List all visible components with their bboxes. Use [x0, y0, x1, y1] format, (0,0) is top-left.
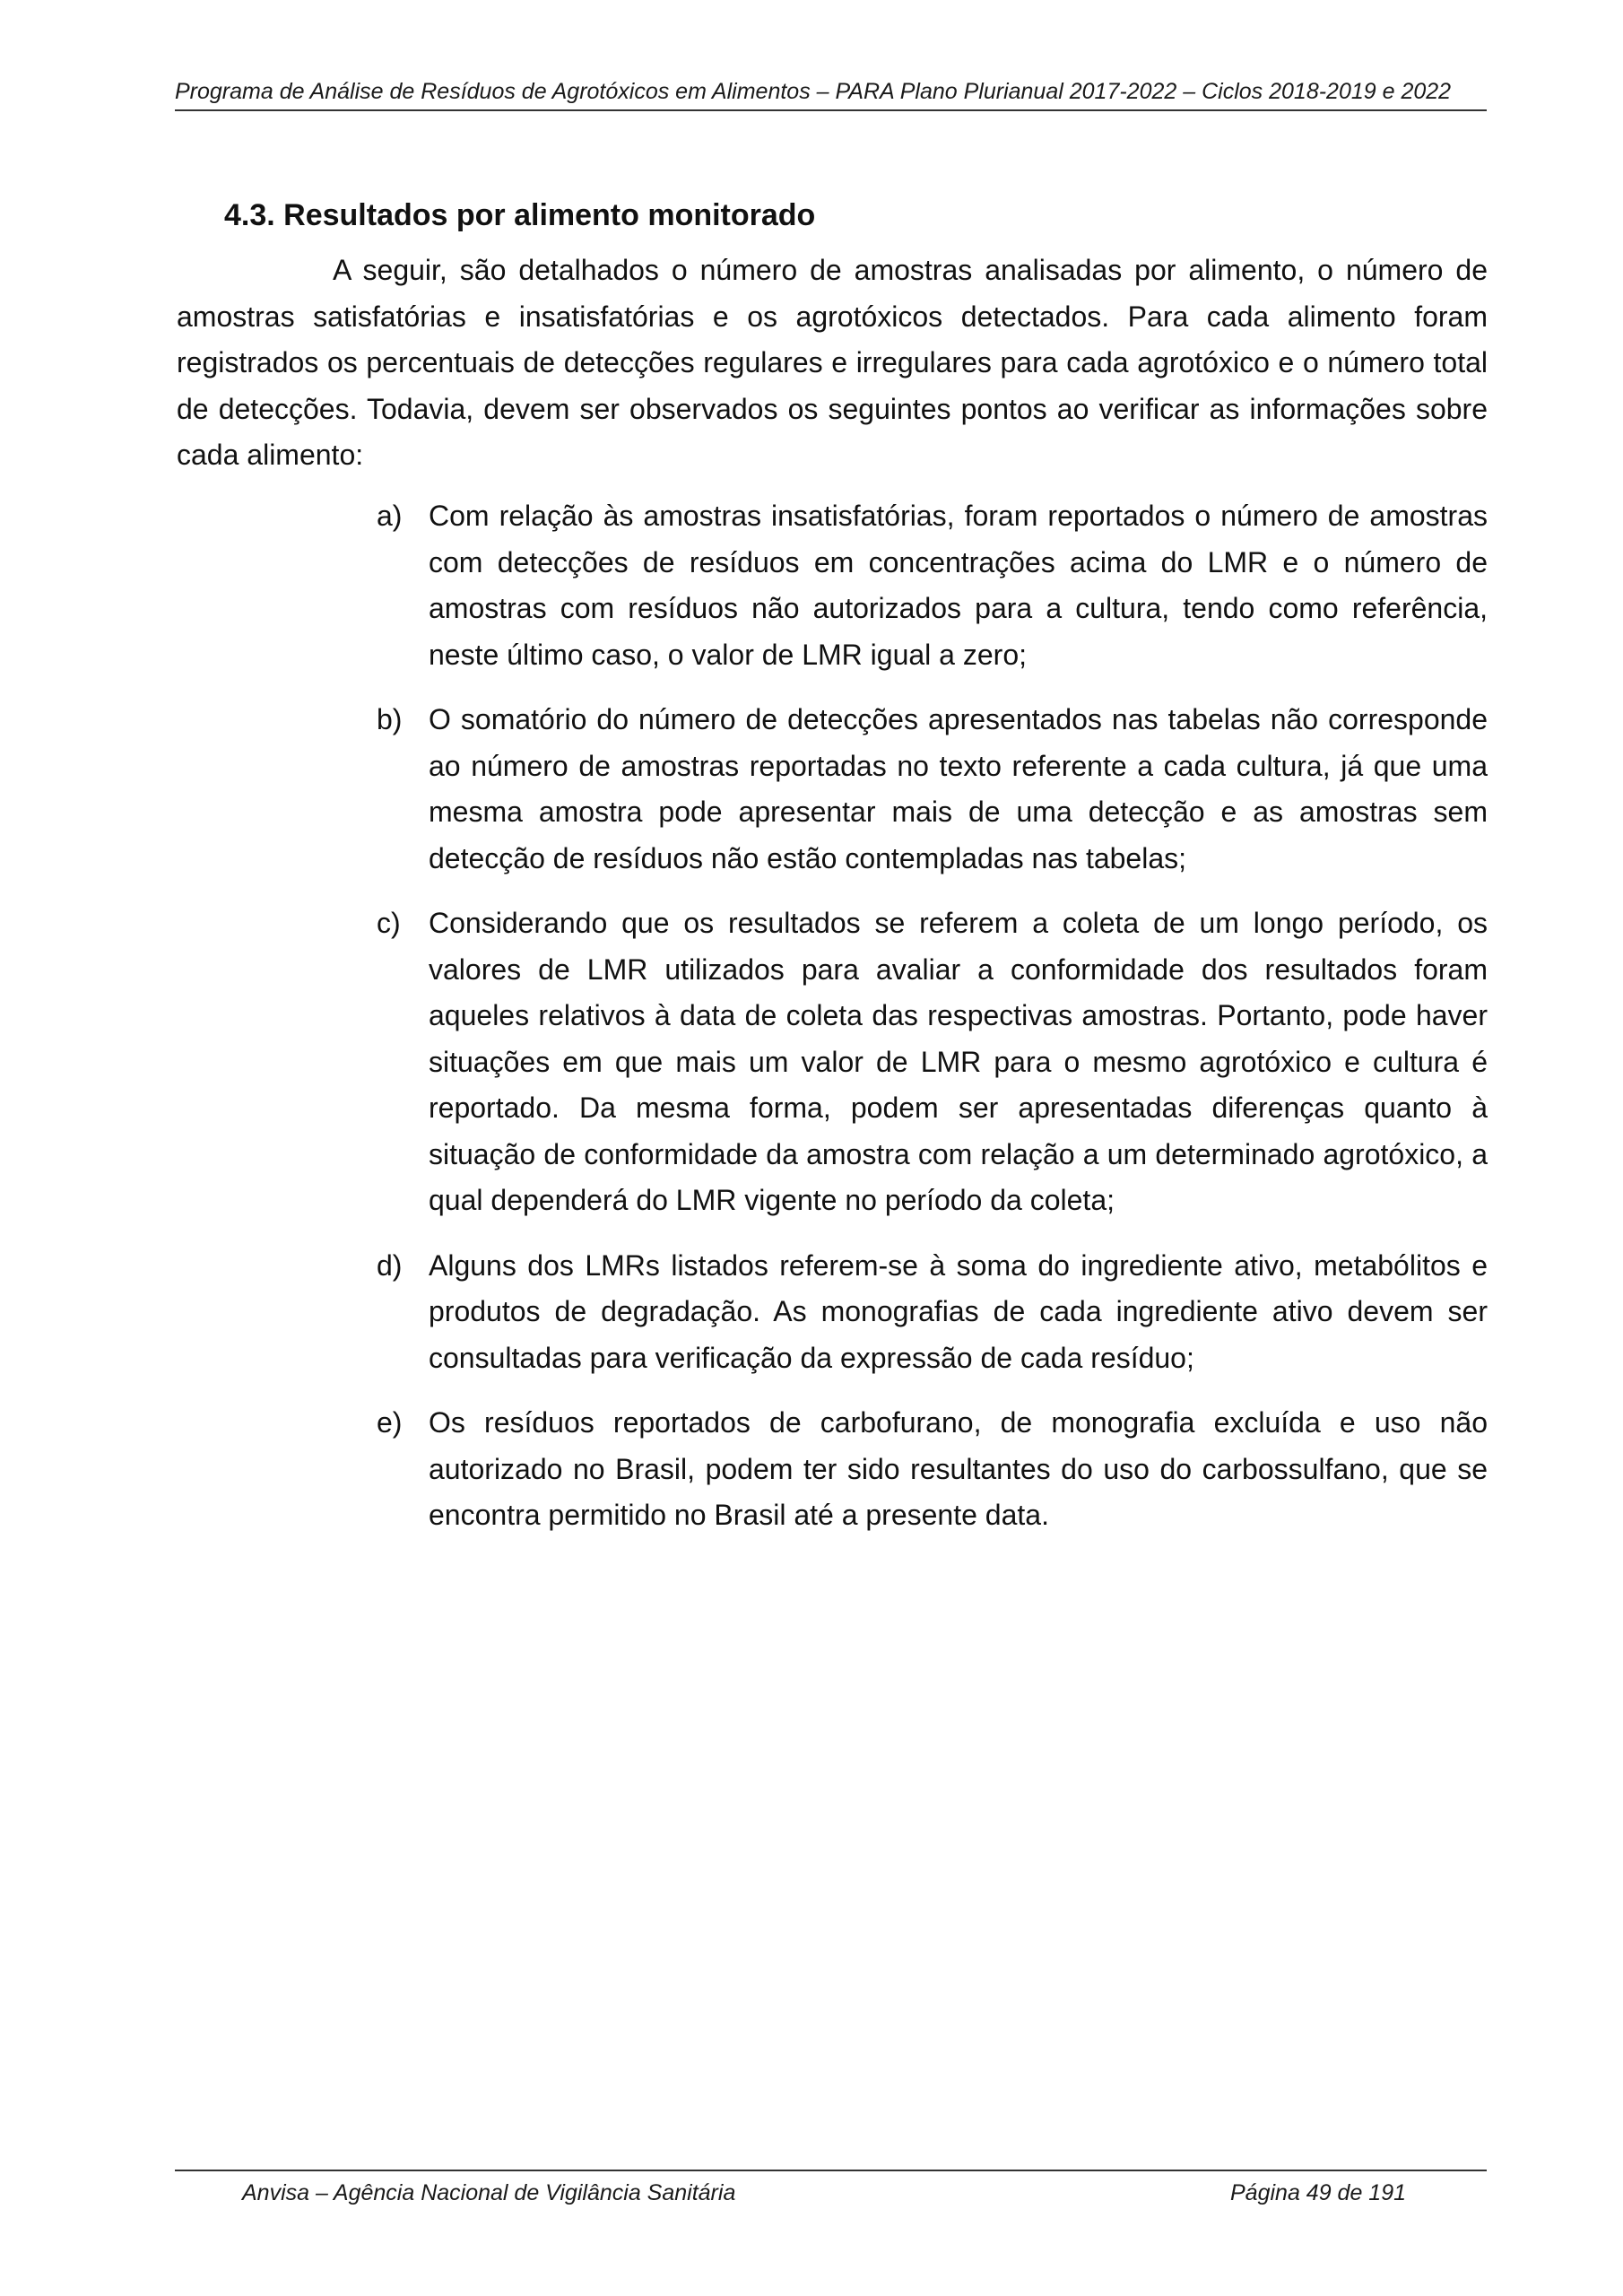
list-item-c — [377, 900, 1488, 1224]
list-item-text: Os resíduos reportados de carbofurano, de monografia excluída e uso não autorizado no Brasil, podem ter sido resultantes do uso do carbossulfano, que se encontra permitido no Brasil até a presente data. — [429, 1406, 1488, 1531]
intro-paragraph: A seguir, são detalhados o número de amostras analisadas por alimento, o número de amostras satisfatórias e insatisfatórias e os agrotóxicos detectados. Para cada alimento foram registrados os percentuais de detecções regulares e irregulares para cada agrotóxico e o número total de detecções. Todavia, devem ser observados os seguintes pontos ao verificar as informações sobre cada alimento: — [177, 254, 1488, 471]
list-item-e — [377, 1400, 1488, 1539]
list-marker: b) — [377, 703, 403, 735]
list-item-d — [377, 1243, 1488, 1382]
list-item-a — [377, 493, 1488, 678]
list-item-text: Considerando que os resultados se referem a coleta de um longo período, os valores de LMR utilizados para avaliar a conformidade dos resultados foram aqueles relativos à data de coleta das respectivas amostras. Portanto, pode haver situações em que mais um valor de LMR para o mesmo agrotóxico e cultura é reportado. Da mesma forma, podem ser apresentadas diferenças quanto à situação de conformidade da amostra com relação a um determinado agrotóxico, a qual dependerá do LMR vigente no período da coleta; — [429, 907, 1488, 1216]
section-title: 4.3. Resultados por alimento monitorado — [224, 198, 816, 232]
list-item-text: O somatório do número de detecções apresentados nas tabelas não corresponde ao número de amostras reportadas no texto referente a cada cultura, já que uma mesma amostra pode apresentar mais de uma detecção e as amostras sem detecção de resíduos não estão contempladas nas tabelas; — [429, 703, 1488, 874]
list-marker: c) — [377, 907, 401, 939]
list-marker: d) — [377, 1248, 403, 1282]
list-marker: a) — [377, 500, 403, 532]
list-marker: e) — [377, 1406, 403, 1439]
list-item-text: Alguns dos LMRs listados referem-se à soma do ingrediente ativo, metabólitos e produtos de degradação. As monografias de cada ingrediente ativo devem ser consultadas para verificação da expressão de cada resíduo; — [429, 1248, 1488, 1374]
footer-divider — [175, 2170, 1487, 2171]
list-item-b — [377, 697, 1488, 882]
page-number: Página 49 de 191 — [1230, 2180, 1407, 2205]
running-header: Programa de Análise de Resíduos de Agrotóxicos em Alimentos – PARA Plano Plurianual 2017-2022 – Ciclos 2018-2019 e 2022 — [175, 79, 1452, 104]
list-item-text: Com relação às amostras insatisfatórias, foram reportados o número de amostras com detecções de resíduos em concentrações acima do LMR e o número de amostras com resíduos não autorizados para a cultura, tendo como referência, neste último caso, o valor de LMR igual a zero; — [429, 500, 1488, 671]
footer-organization: Anvisa – Agência Nacional de Vigilância Sanitária — [242, 2180, 736, 2205]
notes-list — [377, 493, 1488, 1558]
header-divider — [175, 109, 1487, 111]
